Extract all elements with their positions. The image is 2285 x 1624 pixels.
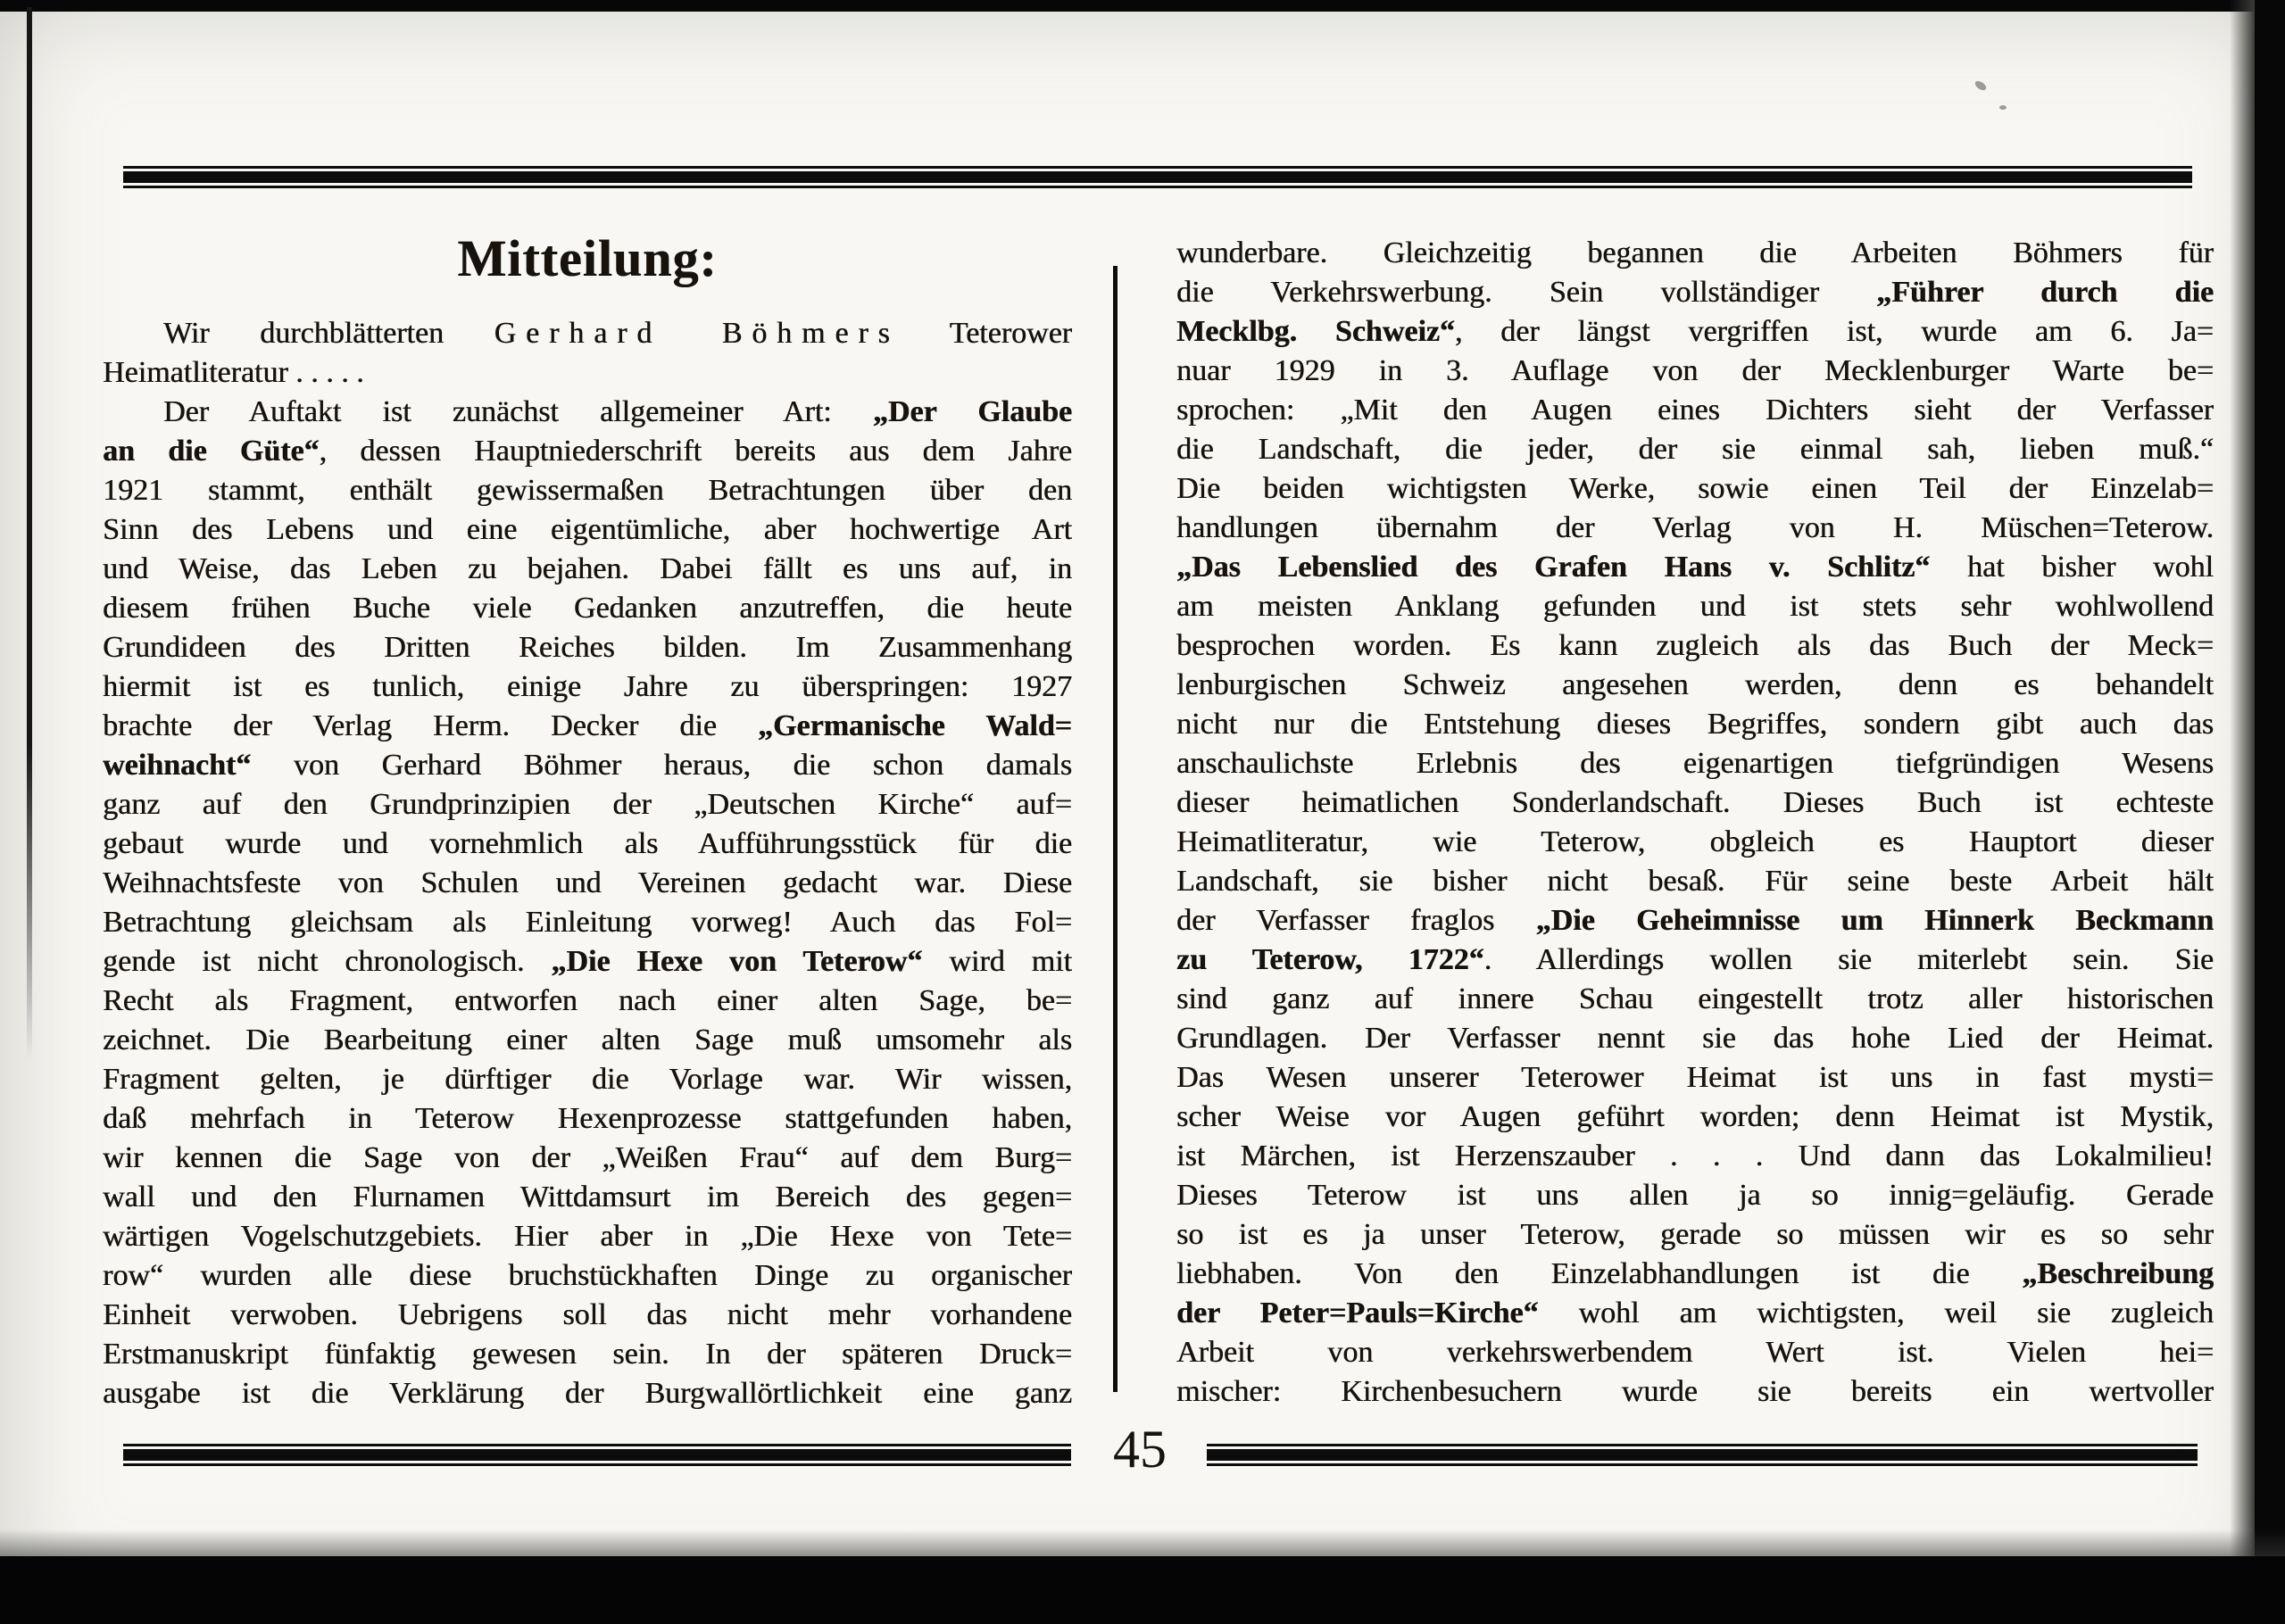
left-column [103,314,1072,1413]
text-line [1176,823,2214,862]
text-segment: Betrachtung gleichsam als Einleitung vorweg! Auch das Fol= [103,906,1072,939]
text-line [103,982,1072,1021]
text-line [103,1139,1072,1178]
text-line [103,1099,1072,1139]
text-line [1176,1058,2214,1098]
footer-rule-right [1207,1444,2198,1466]
text-line [1176,744,2214,783]
text-line [103,1021,1072,1060]
text-segment: wärtigen Vogelschutzgebiets. Hier aber in „Die Hexe von Tete= [103,1220,1072,1253]
emphasized-text: an die Güte“ [103,435,320,468]
text-segment: Dieses Teterow ist uns allen ja so innig=geläufig. Gerade [1176,1179,2214,1212]
text-segment: wird mit [922,945,1072,978]
text-line [103,314,1072,353]
emphasized-text: „Germanische Wald= [757,709,1072,742]
text-segment: mischer: Kirchenbesuchern wurde sie bereits ein wertvoller [1176,1375,2214,1408]
text-line [103,1217,1072,1256]
text-line [1176,430,2214,469]
text-line [1176,783,2214,823]
text-line [1176,1098,2214,1137]
text-line [1176,1294,2214,1333]
text-line [103,628,1072,667]
text-segment: besprochen worden. Es kann zugleich als das Buch der Meck= [1176,629,2214,662]
text-segment: Sinn des Lebens und eine eigentümliche, aber hochwertige Art [103,513,1072,546]
text-segment: Landschaft, sie bisher nicht besaß. Für seine beste Arbeit hält [1176,865,2214,898]
text-segment: wunderbare. Gleichzeitig begannen die Arbeiten Böhmers für [1176,236,2214,269]
scan-edge-right [2255,0,2285,1624]
text-line [1176,1215,2214,1255]
text-line [1176,352,2214,391]
text-line [1176,273,2214,312]
header-rule [123,166,2192,188]
text-segment: hiermit ist es tunlich, einige Jahre zu überspringen: 1927 [103,670,1072,703]
text-line [103,1374,1072,1413]
text-line [103,903,1072,942]
text-line [1176,980,2214,1019]
text-segment: gende ist nicht chronologisch. [103,945,552,978]
text-line [103,589,1072,628]
text-line [103,942,1072,982]
text-segment: Teterower [899,317,1072,350]
text-line [103,1256,1072,1296]
text-segment: so ist es ja unser Teterow, gerade so müssen wir es so sehr [1176,1218,2214,1251]
emphasized-text: „Das Lebenslied des Grafen Hans v. Schlitz“ [1176,551,1931,584]
text-segment: 1921 stammt, enthält gewissermaßen Betrachtungen über den [103,474,1072,507]
text-segment: wir kennen die Sage von der „Weißen Frau“ auf dem Burg= [103,1141,1072,1174]
text-segment: die Verkehrswerbung. Sein vollständiger [1176,276,1877,309]
right-column [1176,234,2214,1412]
text-line [1176,234,2214,273]
text-line [1176,312,2214,352]
text-segment: Heimatliteratur . . . . . [103,356,364,389]
text-segment: und Weise, das Leben zu bejahen. Dabei fällt es uns auf, in [103,552,1072,585]
text-segment: Erstmanuskript fünfaktig gewesen sein. In der späteren Druck= [103,1338,1072,1371]
text-line [1176,469,2214,509]
page-number: 45 [1113,1420,1167,1479]
text-segment: . Allerdings wollen sie miterlebt sein. Sie [1483,943,2214,976]
text-line [1176,391,2214,430]
text-segment: Einheit verwoben. Uebrigens soll das nicht mehr vorhandene [103,1298,1072,1331]
text-segment: ganz auf den Grundprinzipien der „Deutschen Kirche“ auf= [103,788,1072,821]
text-line [103,510,1072,550]
text-segment: die Landschaft, die jeder, der sie einmal sah, lieben muß.“ [1176,433,2214,466]
emphasized-text: Mecklbg. Schweiz“ [1176,315,1455,348]
text-line [1176,509,2214,548]
text-segment: Fragment gelten, je dürftiger die Vorlage war. Wir wissen, [103,1063,1072,1096]
text-segment: liebhaben. Von den Einzelabhandlungen ist die [1176,1257,2023,1290]
text-segment: , der längst vergriffen ist, wurde am 6. Ja= [1454,315,2214,348]
text-segment: Gerhard Böhmers [494,317,900,350]
text-line [1176,626,2214,666]
text-segment: diesem frühen Buche viele Gedanken anzutreffen, die heute [103,592,1072,625]
text-segment: Arbeit von verkehrswerbendem Wert ist. Vielen hei= [1176,1336,2214,1369]
text-line [103,707,1072,746]
scan-edge-bottom [0,1556,2285,1624]
text-line [103,1178,1072,1217]
text-segment: brachte der Verlag Herm. Decker die [103,709,758,742]
emphasized-text: „Führer durch die [1876,276,2214,309]
text-segment: nuar 1929 in 3. Auflage von der Mecklenburger Warte be= [1176,354,2214,387]
text-segment: am meisten Anklang gefunden und ist stets sehr wohlwollend [1176,590,2214,623]
text-line [103,746,1072,785]
text-segment: Wir durchblätterten [163,317,494,350]
text-segment: handlungen übernahm der Verlag von H. Müschen=Teterow. [1176,511,2214,544]
text-line [103,1296,1072,1335]
text-segment: Heimatliteratur, wie Teterow, obgleich es Hauptort dieser [1176,825,2214,858]
text-segment: , dessen Hauptniederschrift bereits aus dem Jahre [319,435,1072,468]
text-line [1176,705,2214,744]
text-segment: Grundlagen. Der Verfasser nennt sie das hohe Lied der Heimat. [1176,1022,2214,1055]
footer-rule-left [123,1444,1071,1466]
text-line [1176,666,2214,705]
text-line [103,393,1072,432]
text-segment: Das Wesen unserer Teterower Heimat ist uns in fast mysti= [1176,1061,2214,1094]
text-line [103,550,1072,589]
scan-edge-right-shadow [2230,0,2255,1624]
scan-speckle [1999,105,2007,110]
scan-speckle [1973,79,1988,93]
text-segment: gebaut wurde und vornehmlich als Aufführungsstück für die [103,827,1072,860]
text-segment: hat bisher wohl [1930,551,2214,584]
text-segment: anschaulichste Erlebnis des eigenartigen tiefgründigen Wesens [1176,747,2214,780]
text-line [103,864,1072,903]
text-line [1176,901,2214,940]
text-segment: wohl am wichtigsten, weil sie zugleich [1538,1297,2214,1330]
text-segment: Grundideen des Dritten Reiches bilden. Im Zusammenhang [103,631,1072,664]
page-title: Mitteilung: [457,229,718,287]
text-segment: wall und den Flurnamen Wittdamsurt im Bereich des gegen= [103,1181,1072,1214]
emphasized-text: „Die Hexe von Teterow“ [551,945,923,978]
emphasized-text: „Der Glaube [872,395,1072,428]
text-line [1176,1255,2214,1294]
text-segment: der Verfasser fraglos [1176,904,1536,937]
emphasized-text: „Die Geheimnisse um Hinnerk Beckmann [1535,904,2214,937]
text-segment: scher Weise vor Augen geführt worden; denn Heimat ist Mystik, [1176,1100,2214,1133]
text-line [103,1060,1072,1099]
text-line [1176,587,2214,626]
text-segment: Recht als Fragment, entworfen nach einer alten Sage, be= [103,984,1072,1017]
text-line [1176,1019,2214,1058]
text-segment: ausgabe ist die Verklärung der Burgwallörtlichkeit eine ganz [103,1377,1072,1410]
scan-edge-top [0,0,2285,12]
text-segment: dieser heimatlichen Sonderlandschaft. Dieses Buch ist echteste [1176,786,2214,819]
scan-edge-bottom-shadow [0,1529,2285,1556]
text-line [103,1335,1072,1374]
text-segment: ist Märchen, ist Herzenszauber . . . Und dann das Lokalmilieu! [1176,1139,2214,1172]
emphasized-text: weihnacht“ [103,749,252,782]
text-line [1176,1176,2214,1215]
text-line [103,432,1072,471]
text-segment: sprochen: „Mit den Augen eines Dichters sieht der Verfasser [1176,394,2214,427]
text-line [1176,1372,2214,1412]
text-segment: daß mehrfach in Teterow Hexenprozesse stattgefunden haben, [103,1102,1072,1135]
text-line [103,785,1072,824]
text-line [103,824,1072,864]
text-line [1176,548,2214,587]
emphasized-text: „Beschreibung [2022,1257,2214,1290]
scan-edge-left-line [27,7,32,1060]
column-divider-rule [1113,266,1118,1392]
text-segment: nicht nur die Entstehung dieses Begriffes, sondern gibt auch das [1176,708,2214,741]
text-segment: Die beiden wichtigsten Werke, sowie einen Teil der Einzelab= [1176,472,2214,505]
text-line [103,353,1072,393]
emphasized-text: der Peter=Pauls=Kirche“ [1176,1297,1539,1330]
text-segment: row“ wurden alle diese bruchstückhaften Dinge zu organischer [103,1259,1072,1292]
text-segment: lenburgischen Schweiz angesehen werden, denn es behandelt [1176,668,2214,701]
text-segment: von Gerhard Böhmer heraus, die schon damals [251,749,1072,782]
text-segment: Weihnachtsfeste von Schulen und Vereinen gedacht war. Diese [103,866,1072,899]
text-segment: zeichnet. Die Bearbeitung einer alten Sage muß umsomehr als [103,1023,1072,1056]
text-line [1176,862,2214,901]
text-line [1176,940,2214,980]
text-line [1176,1333,2214,1372]
text-line [103,667,1072,707]
text-segment: Der Auftakt ist zunächst allgemeiner Art: [163,395,873,428]
text-segment: sind ganz auf innere Schau eingestellt trotz aller historischen [1176,982,2214,1015]
text-line [1176,1137,2214,1176]
emphasized-text: zu Teterow, 1722“ [1176,943,1484,976]
text-line [103,471,1072,510]
